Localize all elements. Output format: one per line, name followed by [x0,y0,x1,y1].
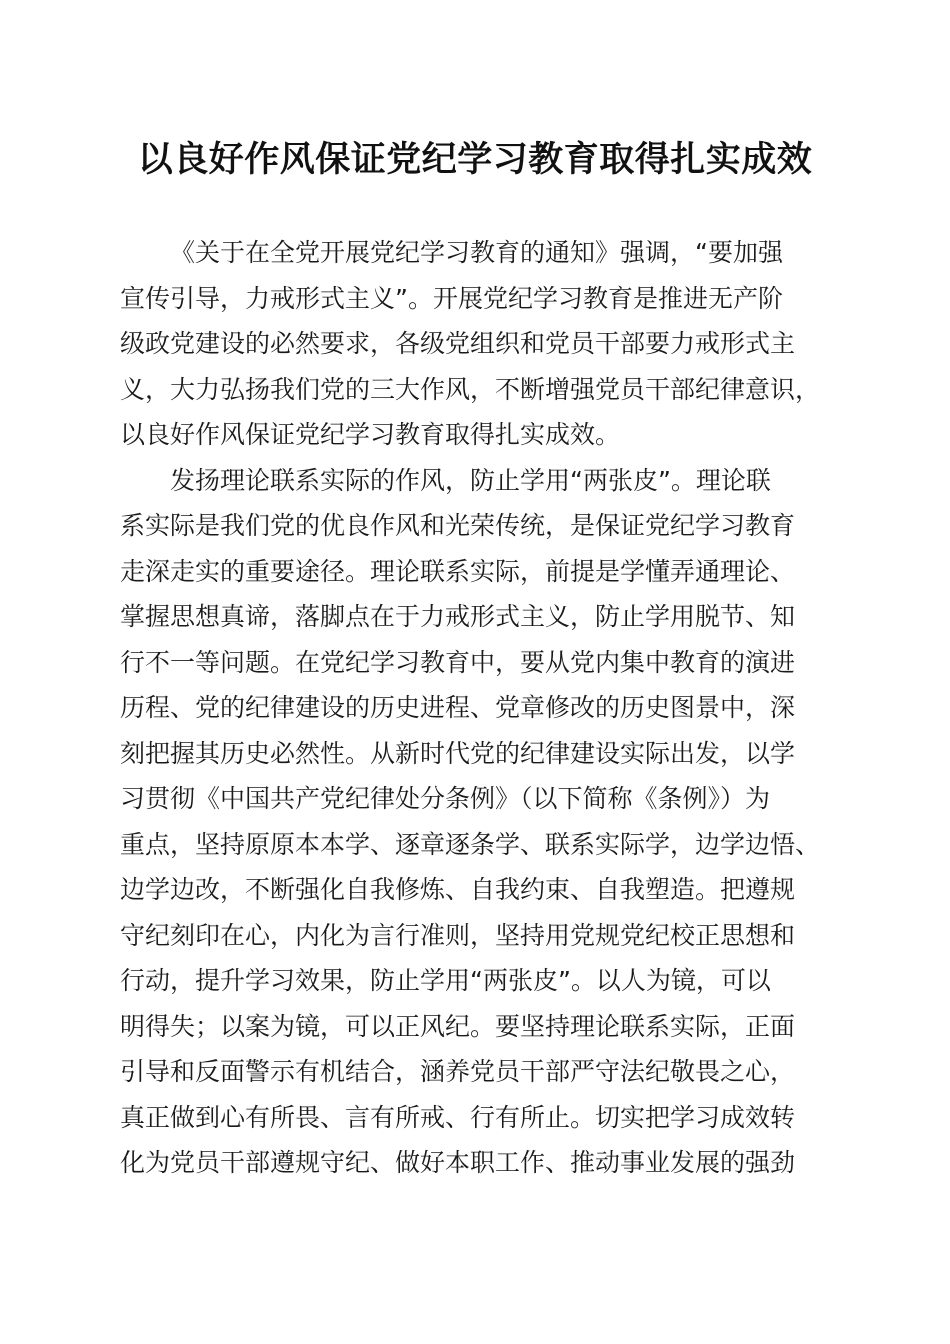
paragraph-line: 行动，提升学习效果，防止学用“两张皮”。以人为镜，可以 [120,966,771,995]
paragraph-line: 刻把握其历史必然性。从新时代党的纪律建设实际出发，以学 [120,738,796,768]
paragraph-line: 守纪刻印在心，内化为言行准则，坚持用党规党纪校正思想和 [120,920,796,950]
paragraph-2 [120,458,840,1186]
paragraph-line: 级政党建设的必然要求，各级党组织和党员干部要力戒形式主 [120,329,796,358]
paragraph-1 [120,230,840,458]
paragraph-line: 发扬理论联系实际的作风，防止学用“两张皮”。理论联 [170,465,771,495]
paragraph-line: 义，大力弘扬我们党的三大作风，不断增强党员干部纪律意识， [120,374,821,404]
paragraph-line: 掌握思想真谛，落脚点在于力戒形式主义，防止学用脱节、知 [120,602,796,631]
paragraph-line: 宣传引导，力戒形式主义”。开展党纪学习教育是推进无产阶 [120,283,783,313]
paragraph-line: 化为党员干部遵规守纪、做好本职工作、推动事业发展的强劲 [120,1148,796,1177]
paragraph-line: 走深走实的重要途径。理论联系实际，前提是学懂弄通理论、 [120,556,796,586]
paragraph-line: 边学边改，不断强化自我修炼、自我约束、自我塑造。把遵规 [120,875,796,904]
paragraph-line: 《关于在全党开展党纪学习教育的通知》强调，“要加强 [170,238,783,267]
paragraph-line: 明得失；以案为镜，可以正风纪。要坚持理论联系实际，正面 [120,1011,796,1041]
paragraph-line: 系实际是我们党的优良作风和光荣传统，是保证党纪学习教育 [120,511,796,540]
paragraph-line: 以良好作风保证党纪学习教育取得扎实成效。 [120,420,621,449]
document-body [120,230,840,1186]
paragraph-line: 引导和反面警示有机结合，涵养党员干部严守法纪敬畏之心， [120,1057,796,1086]
paragraph-line: 行不一等问题。在党纪学习教育中，要从党内集中教育的演进 [120,647,796,677]
paragraph-line: 真正做到心有所畏、言有所戒、行有所止。切实把学习成效转 [120,1102,796,1132]
paragraph-line: 历程、党的纪律建设的历史进程、党章修改的历史图景中，深 [120,693,796,722]
document-title: 以良好作风保证党纪学习教育取得扎实成效 [137,139,813,180]
paragraph-line: 习贯彻《中国共产党纪律处分条例》（以下简称《条例》）为 [120,784,771,813]
paragraph-line: 重点，坚持原原本本学、逐章逐条学、联系实际学，边学边悟、 [120,829,821,859]
